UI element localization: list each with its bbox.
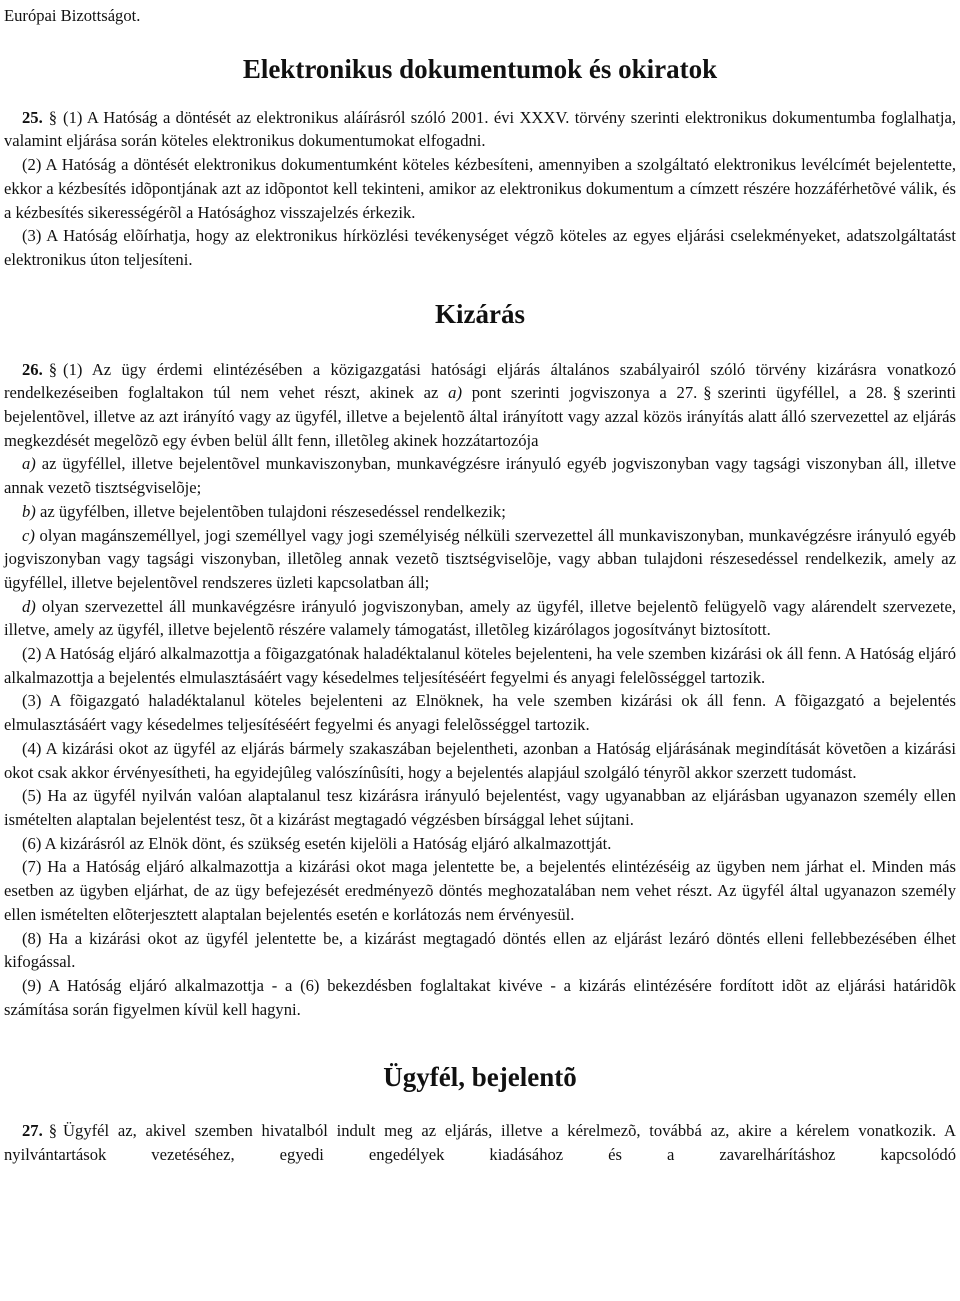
sec25-paragraph-2: (2) A Hatóság a döntését elektronikus dokumentumként köteles kézbesíteni, amennyiben a szolgáltató elektronikus levélcímét bejelentette, ekkor a kézbesítés idõpontjának azt az idõpontot kell tekinteni, amikor az elektronikus dokumentum a címzett részére hozzáférhetõvé válik, és a kézbesítés sikerességérõl a Hatósághoz visszajelzés érkezik.	[4, 155, 956, 222]
sec26-p1-part-a: (1) Az ügy érdemi elintézésében a közigazgatási hatósági eljárás általános szabályairól szóló törvény kizárásra vonatkozó rendelkezéseiben foglaltakon túl nem vehet részt, akinek az	[4, 359, 956, 403]
section-number-25: 25.	[22, 107, 43, 127]
section-number-27: 27.	[22, 1121, 43, 1141]
sec26-item-c	[4, 524, 956, 595]
section-sign: §	[892, 383, 902, 403]
sec25-paragraph-3: (3) A Hatóság elõírhatja, hogy az elektronikus hírközlési tevékenységet végzõ köteles az egyes eljárási cselekményeket, adatszolgáltatást elektronikus úton teljesíteni.	[4, 226, 956, 269]
sec25-paragraph-1	[4, 106, 956, 153]
sec26-paragraph-6: (6) A kizárásról az Elnök dönt, és szükség esetén kijelöli a Hatóság eljáró alkalmazottját.	[22, 833, 612, 853]
sec27-text: Ügyfél az, akivel szemben hivatalból indult meg az eljárás, illetve a kérelmezõ, továbbá az, akire a kérelem vonatkozik. A nyilvántartások vezetéséhez, egyedi engedélyek kiadásához és a zavarelhárításhoz kapcsolódó	[4, 1121, 956, 1165]
item-letter: a)	[22, 454, 36, 474]
sec26-paragraph-1	[4, 358, 956, 453]
sec26-paragraph-9: (9) A Hatóság eljáró alkalmazottja - a (6) bekezdésben foglaltakat kivéve - a kizárás elintézésére fordított idõt az eljárási határidõk számítása során figyelmen kívül kell hagyni.	[4, 975, 956, 1019]
item-text: olyan szervezettel áll munkavégzésre irányuló jogviszonyban, amely az ügyfél, illetve bejelentõ felügyelõ vagy alárendelt szervezete, illetve, amely az ügyfél, illetve bejelentõ részére valamely támogatást, illetõleg kizárólagos jogosítványt biztosított.	[4, 596, 956, 640]
sec26-p1-part-d: szerinti bejelentõvel, illetve az azt irányító vagy az ügyfél, illetve a bejelentõ által irányított vagy azzal közös irányítás alatt álló szervezettel az eljárás megkezdését megelõzõ egy évben belül állt fenn, illetõleg akinek hozzátartozója	[4, 383, 956, 450]
heading-ugyfel-bejelento: Ügyfél, bejelentõ	[383, 1062, 577, 1093]
sec26-paragraph-5: (5) Ha az ügyfél nyilván valóan alaptalanul tesz kizárásra irányuló bejelentést, vagy ugyanabban az eljárásban ugyanazon személy ellen ismételten alaptalan bejelentést tesz, õt a kizárást megtagadó végzésben bírsággal lehet sújtani.	[4, 786, 956, 829]
item-letter: d)	[22, 596, 36, 616]
sec26-item-b	[4, 500, 956, 524]
item-letter: c)	[22, 525, 35, 545]
sec26-paragraph-3: (3) A fõigazgató haladéktalanul köteles bejelenteni az Elnöknek, ha vele szemben kizárási ok áll fenn. A fõigazgató a bejelentés elmulasztásáért vagy késedelmes teljesítéséért fegyelmi és anyagi felelõsséggel tartozik.	[4, 691, 956, 735]
top-line: Európai Bizottságot.	[4, 6, 141, 25]
section-number-26: 26.	[22, 359, 43, 379]
sec26-paragraph-8: (8) Ha a kizárási okot az ügyfél jelentette be, a kizárást megtagadó döntés ellen az eljárást lezáró döntés elleni fellebbezésében élhet kifogással.	[4, 928, 956, 972]
sec26-p1-part-c: szerinti ügyféllel, a 28.	[717, 383, 887, 403]
section-sign: §	[48, 359, 58, 379]
sec26-paragraph-7: (7) Ha a Hatóság eljáró alkalmazottja a kizárási okot maga jelentette be, a bejelentés elintézéséig az ügyben nem járhat el. Minden más esetben az ügyben eljárhat, de az ügy befejezését eredményezõ döntés meghozatalában nem vehet részt. Az ügyfél által ugyanazon személy ellen ismételten elõterjesztett alaptalan bejelentés esetén e korlátozás nem érvényesül.	[4, 857, 956, 924]
sec26-p1-letter: a)	[448, 383, 462, 403]
sec26-paragraph-2: (2) A Hatóság eljáró alkalmazottja a fõigazgatónak haladéktalanul köteles bejelenteni, ha vele szemben kizárási ok áll fenn. A Hatóság eljáró alkalmazottja a bejelentés elmulasztásáért vagy késedelmes teljesítéséért fegyelmi és anyagi felelõsséggel tartozik.	[4, 644, 956, 687]
section-sign: §	[703, 383, 712, 403]
document-page	[4, 0, 956, 1167]
heading-kizaras: Kizárás	[435, 298, 525, 329]
item-text: az ügyféllel, illetve bejelentõvel munkaviszonyban, munkavégzésre irányuló egyéb jogviszonyban vagy tagsági viszonyban áll, illetve annak vezetõ tisztségviselõje;	[4, 454, 956, 498]
sec26-item-a	[4, 452, 956, 499]
heading-elektronikus-dokumentumok: Elektronikus dokumentumok és okiratok	[242, 53, 718, 84]
item-letter: b)	[22, 501, 36, 521]
section-sign: §	[48, 107, 58, 127]
sec26-paragraph-4: (4) A kizárási okot az ügyfél az eljárás bármely szakaszában bejelentheti, azonban a Hatóság eljárásának megindítását követõen a kizárási okot csak akkor érvényesítheti, ha egyidejûleg valószínûsíti, hogy a bejelentés alapjául szolgáló tényrõl akkor szerzett tudomást.	[4, 738, 956, 782]
sec25-paragraph-1-text: (1) A Hatóság a döntését az elektronikus aláírásról szóló 2001. évi XXXV. törvény szerinti elektronikus dokumentumba foglalhatja, valamint eljárása során köteles elektronikus dokumentumokat elfogadni.	[4, 107, 956, 151]
sec26-item-d	[4, 595, 956, 642]
item-text: olyan magánszeméllyel, jogi személlyel vagy jogi személyiség nélküli szervezettel áll munkaviszonyban, munkavégzésre irányuló egyéb jogviszonyban vagy tagsági viszonyban, illetõleg annak vezetõ tisztségviselõje, vagy abban tulajdoni részesedéssel rendelkezik, amely az ügyféllel, illetve bejelentõvel rendszeres üzleti kapcsolatban áll;	[4, 525, 956, 592]
sec27-paragraph-1	[4, 1119, 956, 1166]
sec26-p1-part-b: pont szerinti jogviszonya a 27.	[471, 383, 698, 403]
section-sign: §	[48, 1121, 58, 1141]
item-text: az ügyfélben, illetve bejelentõben tulajdoni részesedéssel rendelkezik;	[39, 501, 506, 521]
